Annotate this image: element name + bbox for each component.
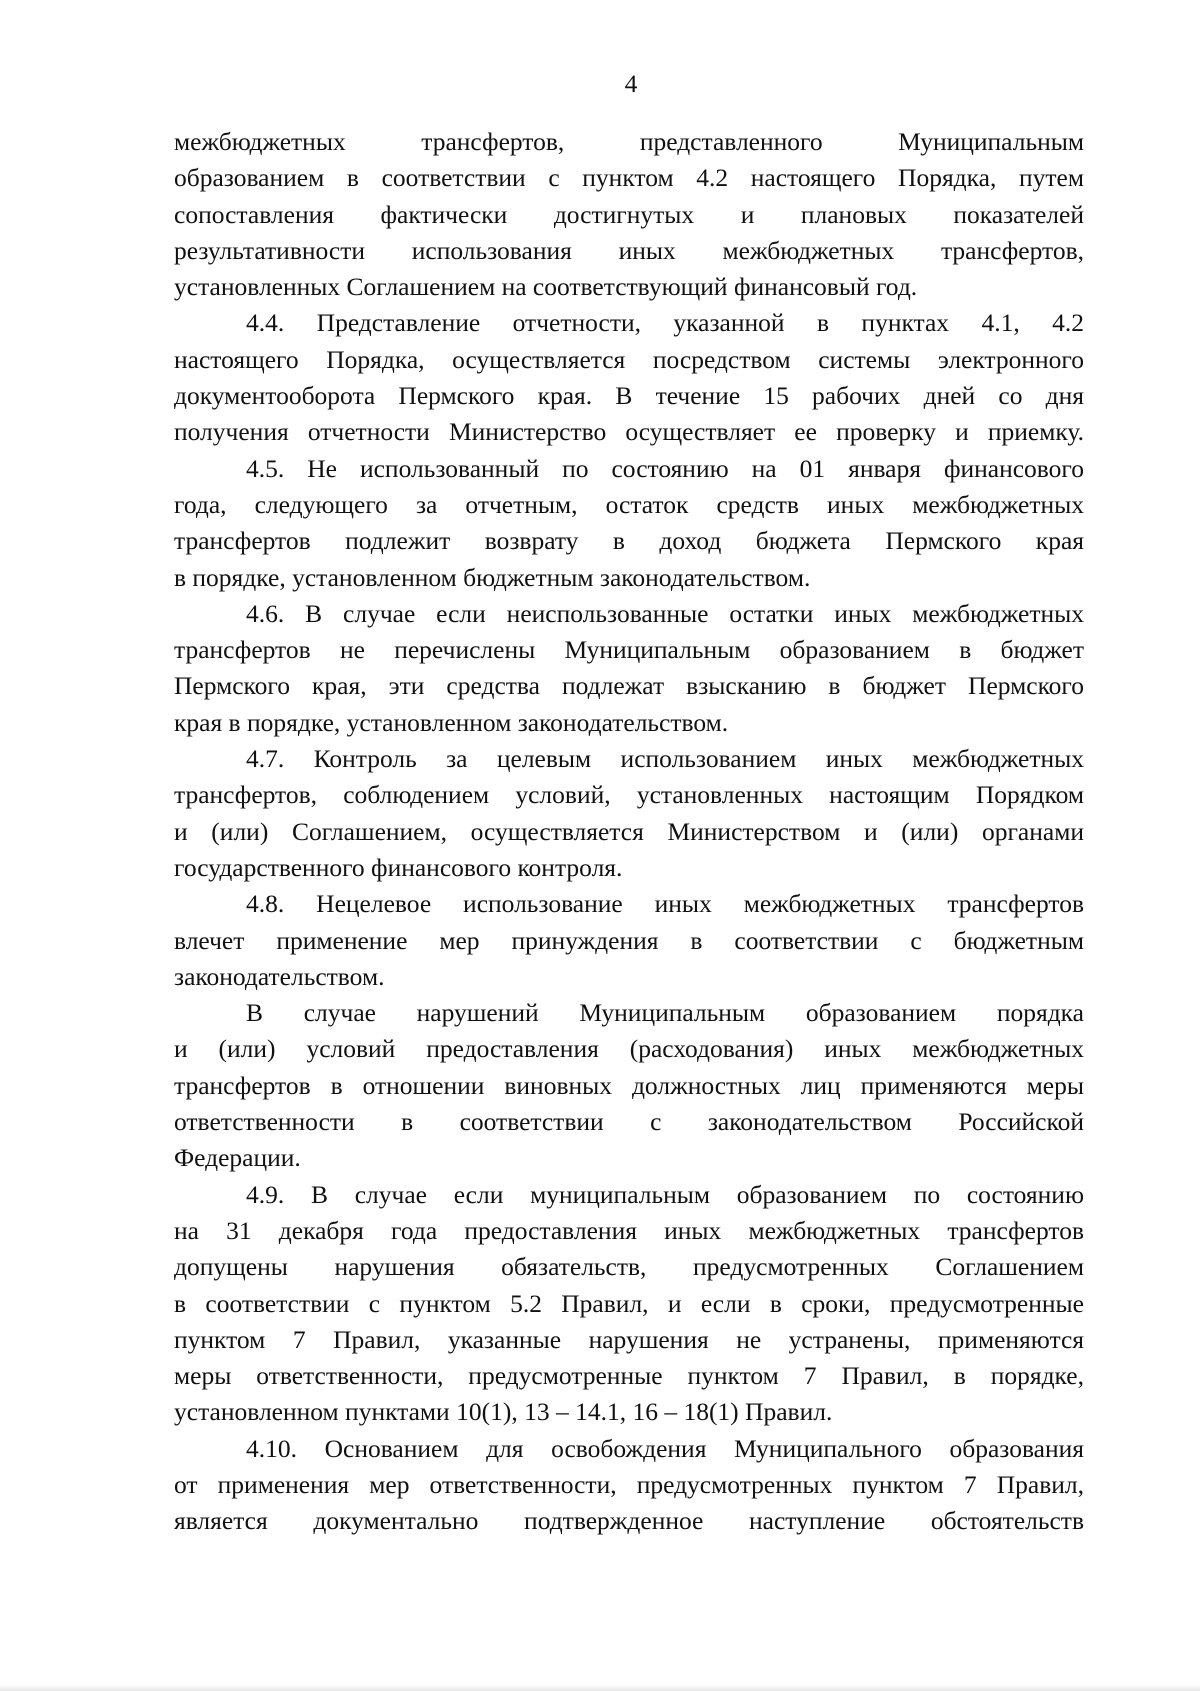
text-line: трансфертов, соблюдением условий, установленных настоящим Порядком: [174, 780, 1084, 810]
text-line: и (или) условий предоставления (расходования) иных межбюджетных: [174, 1034, 1084, 1064]
text-line: года, следующего за отчетным, остаток средств иных межбюджетных: [174, 489, 1084, 519]
paragraph-first-line: 4.9. В случае если муниципальным образованием по состоянию: [246, 1179, 1084, 1209]
document-body: [174, 124, 1084, 1540]
text-line: Федерации.: [174, 1143, 301, 1173]
text-line: края в порядке, установленном законодательством.: [174, 707, 729, 737]
text-line: установленном пунктами 10(1), 13 – 14.1, 16 – 18(1) Правил.: [174, 1397, 833, 1427]
text-line: трансфертов в отношении виновных должностных лиц применяются меры: [174, 1070, 1084, 1100]
text-line: трансфертов подлежит возврату в доход бюджета Пермского края: [174, 526, 1084, 556]
text-line: допущены нарушения обязательств, предусмотренных Соглашением: [174, 1252, 1084, 1282]
text-line: и (или) Соглашением, осуществляется Министерством и (или) органами: [174, 816, 1084, 846]
text-line: образованием в соответствии с пунктом 4.2 настоящего Порядка, путем: [174, 163, 1084, 193]
paragraph-first-line: В случае нарушений Муниципальным образованием порядка: [246, 998, 1084, 1028]
text-line: законодательством.: [174, 961, 385, 991]
paragraph-first-line: 4.10. Основанием для освобождения Муниципального образования: [246, 1433, 1084, 1463]
text-line: государственного финансового контроля.: [174, 852, 623, 882]
page-number: 4: [624, 69, 638, 98]
text-line: пунктом 7 Правил, указанные нарушения не устранены, применяются: [174, 1324, 1084, 1354]
text-line: трансфертов не перечислены Муниципальным образованием в бюджет: [174, 635, 1084, 665]
text-line: на 31 декабря года предоставления иных межбюджетных трансфертов: [174, 1215, 1084, 1245]
paragraph-first-line: 4.7. Контроль за целевым использованием иных межбюджетных: [246, 744, 1084, 774]
text-line: результативности использования иных межбюджетных трансфертов,: [174, 235, 1084, 265]
text-line: меры ответственности, предусмотренные пунктом 7 Правил, в порядке,: [174, 1361, 1084, 1391]
text-line: документооборота Пермского края. В течение 15 рабочих дней со дня: [174, 381, 1084, 411]
text-line: ответственности в соответствии с законодательством Российской: [174, 1107, 1084, 1137]
paragraph-first-line: 4.4. Представление отчетности, указанной в пунктах 4.1, 4.2: [246, 308, 1084, 338]
paragraph-first-line: 4.6. В случае если неиспользованные остатки иных межбюджетных: [246, 598, 1084, 628]
text-line: настоящего Порядка, осуществляется посредством системы электронного: [174, 344, 1084, 374]
text-line: межбюджетных трансфертов, представленного Муниципальным: [174, 127, 1084, 156]
text-line: от применения мер ответственности, предусмотренных пунктом 7 Правил,: [174, 1469, 1084, 1499]
paragraph-first-line: 4.8. Нецелевое использование иных межбюджетных трансфертов: [246, 889, 1084, 919]
text-line: влечет применение мер принуждения в соответствии с бюджетным: [174, 925, 1084, 955]
paragraph-first-line: 4.5. Не использованный по состоянию на 01 января финансового: [246, 453, 1084, 483]
text-line: сопоставления фактически достигнутых и плановых показателей: [174, 199, 1084, 229]
text-line: установленных Соглашением на соответствующий финансовый год.: [174, 272, 918, 302]
text-line: является документально подтвержденное наступление обстоятельств: [174, 1506, 1084, 1536]
text-line: в соответствии с пунктом 5.2 Правил, и если в сроки, предусмотренные: [174, 1288, 1084, 1318]
scan-edge: [0, 1685, 1200, 1691]
text-line: Пермского края, эти средства подлежат взысканию в бюджет Пермского: [174, 671, 1084, 701]
text-line: в порядке, установленном бюджетным законодательством.: [174, 562, 811, 592]
text-line: получения отчетности Министерство осуществляет ее проверку и приемку.: [174, 417, 1084, 447]
